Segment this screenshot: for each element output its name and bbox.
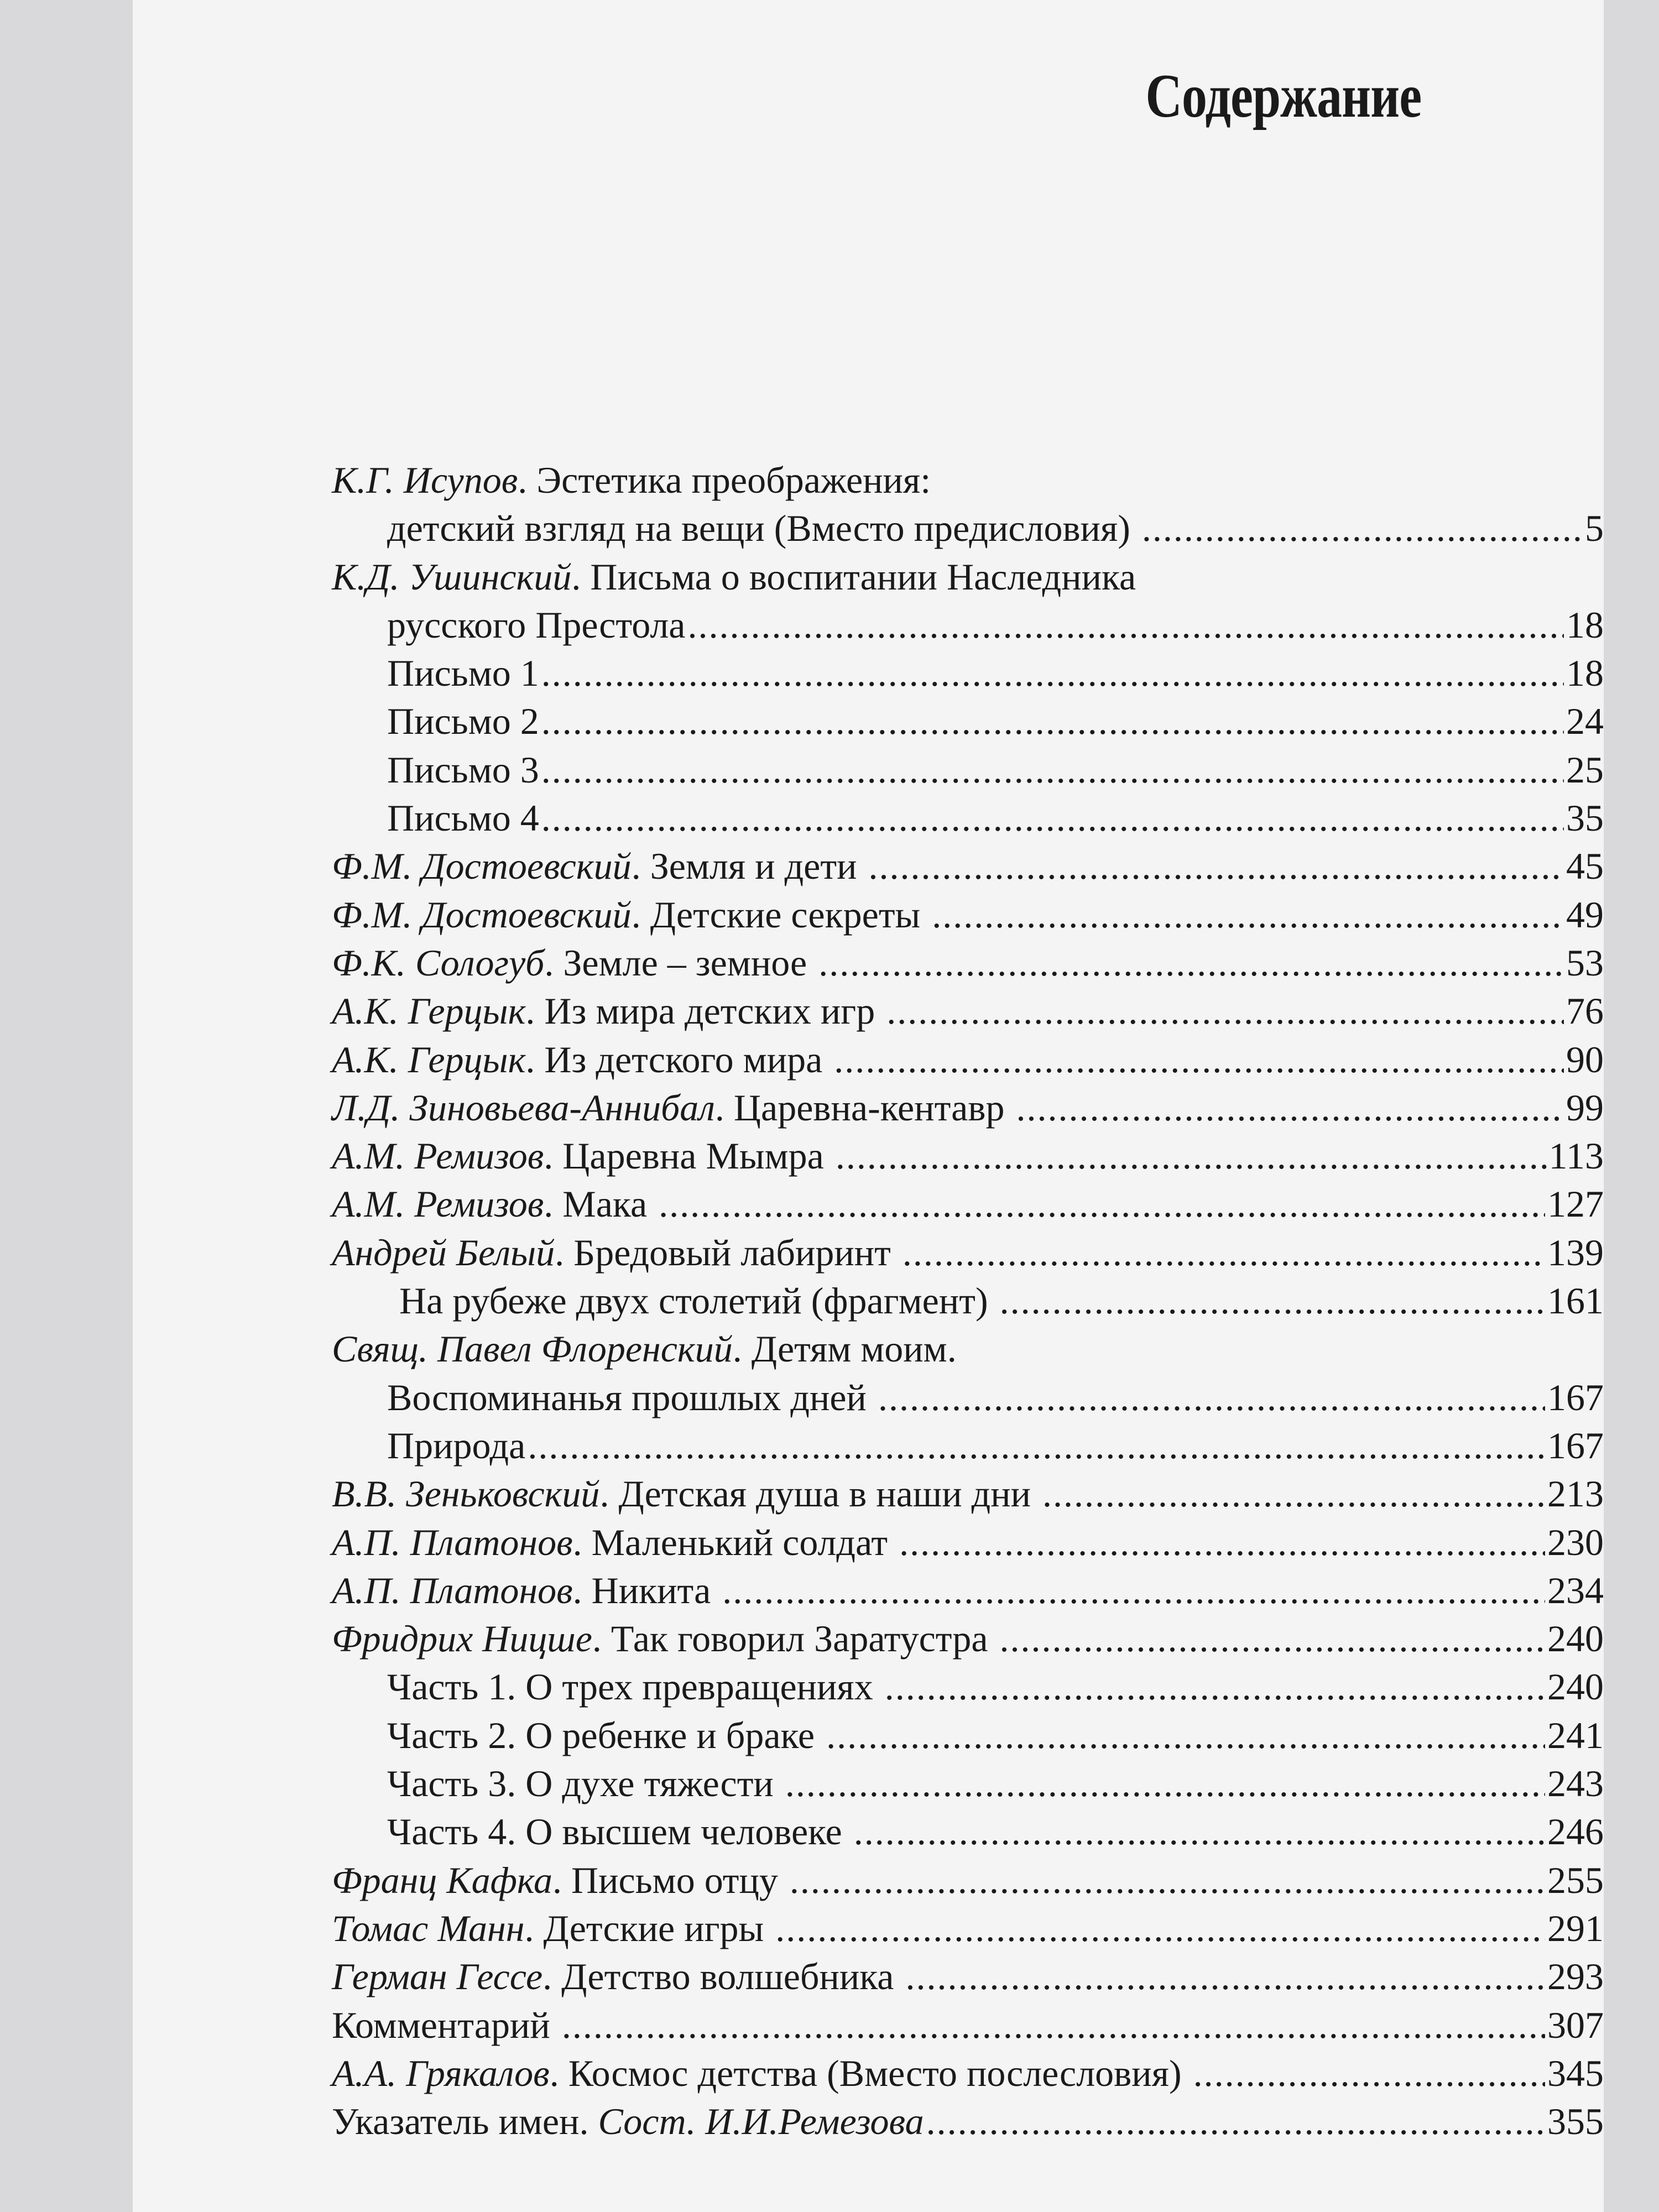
toc-leader-dots [926, 2098, 1545, 2146]
toc-entry [332, 1663, 1604, 1711]
toc-author: А.М. Ремизов [332, 1183, 544, 1225]
toc-title: Часть 2. О ребенке и браке [387, 1714, 825, 1756]
toc-page-number: 240 [1547, 1618, 1604, 1660]
toc-entry [332, 1712, 1604, 1760]
table-of-contents [332, 456, 1604, 2146]
toc-separator: . [571, 555, 591, 598]
toc-leader-dots [541, 794, 1564, 842]
toc-entry [332, 456, 1604, 504]
toc-entry [332, 1374, 1604, 1422]
toc-title: Эстетика преображения: [536, 459, 931, 501]
toc-separator: . [631, 845, 650, 888]
toc-page-number: 241 [1547, 1714, 1604, 1756]
toc-leader-dots [1042, 1470, 1545, 1518]
toc-title: Природа [387, 1424, 526, 1467]
toc-page-number: 127 [1547, 1183, 1604, 1225]
toc-entry [332, 1470, 1604, 1518]
toc-separator: . [525, 990, 545, 1032]
toc-title: Письмо 4 [387, 797, 539, 839]
toc-separator: . [714, 1086, 734, 1129]
toc-leader-dots [659, 1180, 1545, 1228]
toc-leader-dots [834, 1036, 1564, 1084]
toc-title: Часть 1. О трех превращениях [387, 1666, 883, 1708]
toc-author: Ф.М. Достоевский [332, 845, 632, 888]
toc-leader-dots [854, 1808, 1545, 1856]
toc-page-number: 113 [1548, 1135, 1604, 1177]
toc-separator: . [599, 1473, 619, 1515]
toc-leader-dots [836, 1132, 1547, 1180]
toc-separator: . [544, 941, 564, 984]
toc-title: Письмо отцу [571, 1859, 787, 1901]
toc-author: Фридрих Ницше [332, 1618, 592, 1660]
toc-entry [332, 1229, 1604, 1277]
toc-leader-dots [878, 1374, 1545, 1422]
toc-title: Письмо 1 [387, 652, 539, 695]
toc-title: Бредовый лабиринт [573, 1231, 900, 1274]
toc-entry [332, 1036, 1604, 1084]
toc-title: Комментарий [332, 2004, 560, 2046]
toc-page-number: 293 [1547, 1955, 1604, 1998]
toc-entry [332, 553, 1604, 601]
toc-entry [332, 697, 1604, 745]
toc-leader-dots [790, 1856, 1545, 1905]
toc-page-number: 291 [1547, 1907, 1604, 1949]
toc-title: Часть 3. О духе тяжести [387, 1762, 783, 1805]
toc-page-number: 243 [1547, 1762, 1604, 1805]
toc-author: В.В. Зеньковский [332, 1473, 600, 1515]
toc-leader-dots [1000, 1277, 1545, 1325]
toc-separator: . [732, 1328, 752, 1370]
toc-page-number: 307 [1547, 2004, 1604, 2046]
toc-title: Космос детства (Вместо послесловия) [568, 2052, 1191, 2094]
toc-leader-dots [541, 649, 1564, 697]
toc-title: русского Престола [387, 603, 686, 646]
toc-leader-dots [1000, 1615, 1545, 1663]
toc-entry [332, 2001, 1604, 2049]
toc-entry [332, 1905, 1604, 1953]
toc-compiler: Сост. И.И.Ремезова [598, 2100, 924, 2143]
toc-page-number: 99 [1566, 1086, 1604, 1129]
toc-title: Детские игры [543, 1907, 774, 1949]
toc-title: Так говорил Заратустра [611, 1618, 998, 1660]
toc-leader-dots [541, 746, 1564, 794]
toc-separator: . [572, 1521, 592, 1563]
toc-entry [332, 1132, 1604, 1180]
toc-title: Царевна Мымра [562, 1135, 833, 1177]
toc-author: К.Д. Ушинский [332, 555, 572, 598]
toc-leader-dots [528, 1422, 1545, 1470]
toc-page-number: 240 [1547, 1666, 1604, 1708]
toc-title: Из детского мира [544, 1038, 832, 1081]
toc-entry [332, 1615, 1604, 1663]
toc-leader-dots [932, 891, 1564, 939]
toc-author: Томас Манн [332, 1907, 525, 1949]
toc-author: Андрей Белый [332, 1231, 555, 1274]
toc-separator: . [572, 1569, 592, 1611]
toc-leader-dots [1193, 2049, 1545, 2098]
toc-leader-dots [562, 2001, 1545, 2049]
toc-page-number: 5 [1585, 507, 1604, 550]
toc-page-number: 355 [1547, 2100, 1604, 2143]
toc-separator: . [525, 1038, 545, 1081]
toc-author: А.К. Герцык [332, 1038, 526, 1081]
toc-separator: . [592, 1618, 611, 1660]
toc-separator: . [552, 1859, 571, 1901]
toc-page-number: 213 [1547, 1473, 1604, 1515]
toc-separator: . [549, 2052, 568, 2094]
toc-title: Мака [562, 1183, 657, 1225]
toc-author: А.М. Ремизов [332, 1135, 544, 1177]
toc-entry [332, 504, 1604, 552]
toc-leader-dots [886, 987, 1564, 1035]
page-title: Содержание [1145, 62, 1421, 131]
toc-entry [332, 1277, 1604, 1325]
toc-leader-dots [885, 1663, 1545, 1711]
toc-entry [332, 1422, 1604, 1470]
toc-entry [332, 1325, 1604, 1373]
toc-entry [332, 1084, 1604, 1132]
toc-page-number: 167 [1547, 1424, 1604, 1467]
toc-page-number: 24 [1566, 700, 1604, 743]
toc-entry [332, 1567, 1604, 1615]
toc-leader-dots [541, 697, 1564, 745]
toc-title: Земля и дети [650, 845, 867, 888]
toc-title: Письма о воспитании Наследника [590, 555, 1136, 598]
toc-leader-dots [818, 939, 1564, 987]
toc-entry [332, 1180, 1604, 1228]
toc-page-number: 246 [1547, 1811, 1604, 1853]
toc-page-number: 234 [1547, 1569, 1604, 1611]
toc-title: Царевна-кентавр [733, 1086, 1014, 1129]
toc-author: А.П. Платонов [332, 1569, 573, 1611]
toc-separator: . [542, 1955, 562, 1998]
toc-leader-dots [826, 1712, 1545, 1760]
toc-title: Земле – земное [563, 941, 817, 984]
toc-separator: . [544, 1135, 563, 1177]
toc-title: Часть 4. О высшем человеке [387, 1811, 852, 1853]
toc-author: Л.Д. Зиновьева-Аннибал [332, 1086, 715, 1129]
toc-entry [332, 1519, 1604, 1567]
toc-author: Ф.М. Достоевский [332, 893, 632, 936]
toc-separator: . [544, 1183, 563, 1225]
toc-author: А.П. Платонов [332, 1521, 573, 1563]
toc-leader-dots [899, 1519, 1545, 1567]
toc-page-number: 18 [1566, 652, 1604, 695]
toc-entry [332, 649, 1604, 697]
toc-title: детский взгляд на вещи (Вместо предисловия) [387, 507, 1140, 550]
toc-title: Маленький солдат [591, 1521, 898, 1563]
toc-title: Указатель имен. [332, 2100, 598, 2143]
toc-page-number: 167 [1547, 1376, 1604, 1418]
toc-page-number: 18 [1566, 603, 1604, 646]
toc-author: Франц Кафка [332, 1859, 552, 1901]
toc-page-number: 25 [1566, 748, 1604, 791]
toc-title: Детская душа в наши дни [618, 1473, 1040, 1515]
toc-entry [332, 987, 1604, 1035]
toc-entry [332, 1808, 1604, 1856]
toc-leader-dots [868, 842, 1564, 890]
toc-entry [332, 601, 1604, 649]
toc-entry [332, 2098, 1604, 2146]
toc-title: На рубеже двух столетий (фрагмент) [399, 1280, 998, 1322]
toc-author: Герман Гессе [332, 1955, 543, 1998]
toc-page-number: 230 [1547, 1521, 1604, 1563]
toc-separator: . [518, 459, 537, 501]
toc-page-number: 45 [1566, 845, 1604, 888]
toc-leader-dots [687, 601, 1564, 649]
toc-author: А.К. Герцык [332, 990, 526, 1032]
toc-separator: . [524, 1907, 544, 1949]
toc-page-number: 35 [1566, 797, 1604, 839]
toc-leader-dots [905, 1953, 1545, 2001]
toc-separator: . [555, 1231, 574, 1274]
toc-entry [332, 891, 1604, 939]
toc-page-number: 90 [1566, 1038, 1604, 1081]
toc-entry [332, 1760, 1604, 1808]
toc-title: Никита [591, 1569, 721, 1611]
toc-title: Детство волшебника [561, 1955, 904, 1998]
toc-entry [332, 2049, 1604, 2098]
toc-title: Из мира детских игр [544, 990, 885, 1032]
toc-separator: . [631, 893, 650, 936]
toc-title: Детям моим. [751, 1328, 957, 1370]
toc-leader-dots [902, 1229, 1545, 1277]
toc-title: Детские секреты [650, 893, 930, 936]
toc-author: А.А. Грякалов [332, 2052, 550, 2094]
toc-entry [332, 794, 1604, 842]
toc-leader-dots [1142, 504, 1583, 552]
toc-leader-dots [722, 1567, 1545, 1615]
toc-leader-dots [775, 1905, 1545, 1953]
toc-author: К.Г. Исупов [332, 459, 518, 501]
toc-entry [332, 1953, 1604, 2001]
toc-leader-dots [1016, 1084, 1564, 1132]
toc-title: Письмо 3 [387, 748, 539, 791]
toc-title: Письмо 2 [387, 700, 539, 743]
toc-title: Воспоминанья прошлых дней [387, 1376, 876, 1418]
toc-page-number: 345 [1547, 2052, 1604, 2094]
book-page [133, 0, 1604, 2212]
toc-page-number: 49 [1566, 893, 1604, 936]
toc-page-number: 76 [1566, 990, 1604, 1032]
toc-entry [332, 746, 1604, 794]
toc-page-number: 255 [1547, 1859, 1604, 1901]
toc-author: Ф.К. Сологуб [332, 941, 545, 984]
toc-entry [332, 842, 1604, 890]
toc-entry [332, 1856, 1604, 1905]
toc-entry [332, 939, 1604, 987]
toc-page-number: 139 [1547, 1231, 1604, 1274]
toc-page-number: 161 [1547, 1280, 1604, 1322]
toc-author: Свящ. Павел Флоренский [332, 1328, 733, 1370]
toc-page-number: 53 [1566, 941, 1604, 984]
toc-leader-dots [785, 1760, 1545, 1808]
